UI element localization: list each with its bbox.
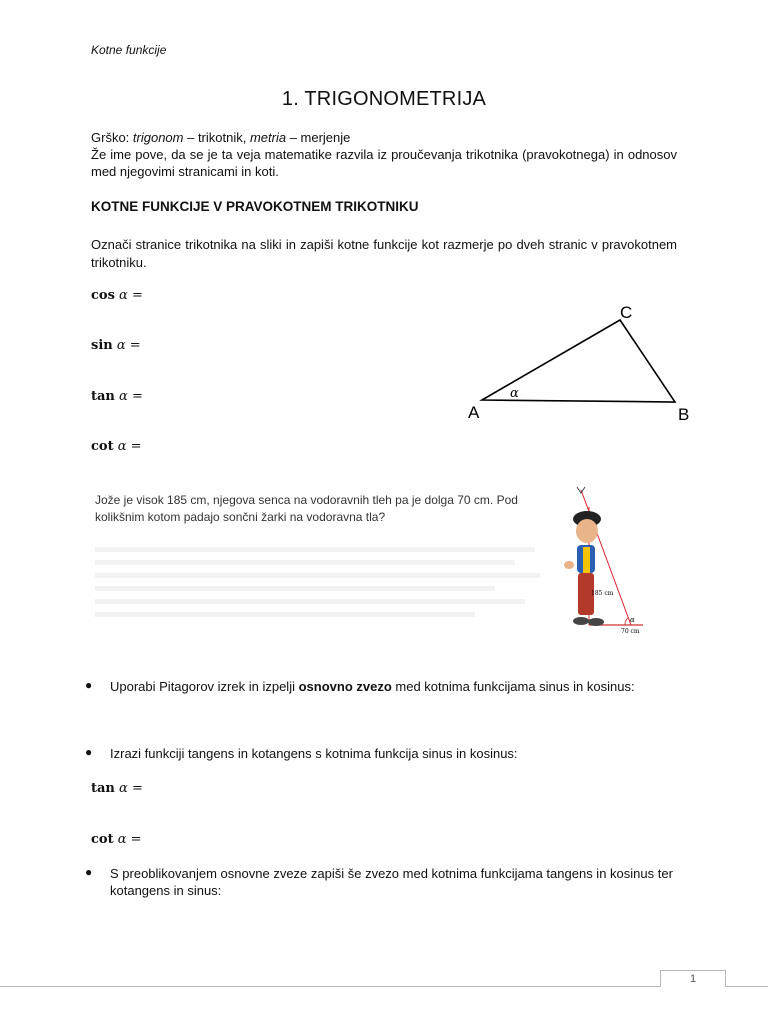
cartoon-man-figure	[563, 485, 655, 640]
formula-fn: cot	[91, 832, 114, 847]
instruction-text: Označi stranice trikotnika na sliki in zapiši kotne funkcije kot razmerje po dveh stranic v pravokotnem trikotniku.	[91, 237, 677, 270]
greek-origin-mid: – trikotnik,	[183, 130, 250, 145]
bullet-text	[110, 678, 675, 695]
formula-tan-2	[91, 781, 143, 796]
formula-op: =	[127, 389, 143, 404]
faded-text-line	[95, 547, 535, 552]
formula-fn: tan	[91, 781, 115, 796]
height-label: 185 cm	[591, 590, 614, 597]
term-metria: metria	[249, 130, 287, 145]
bullet-text-part: med kotnima funkcijama sinus in kosinus:	[391, 679, 635, 694]
bullet-text: Izrazi funkciji tangens in kotangens s kotnima funkcija sinus in kosinus:	[110, 746, 518, 761]
bullet-icon: ●	[85, 745, 93, 759]
shoe-right	[588, 618, 604, 626]
formula-fn: tan	[91, 389, 115, 404]
formula-var: α	[119, 288, 128, 303]
shoe-left	[573, 617, 589, 625]
formula-sin	[91, 338, 141, 353]
section-heading: KOTNE FUNKCIJE V PRAVOKOTNEM TRIKOTNIKU	[91, 199, 419, 214]
formula-op: =	[127, 288, 143, 303]
vest	[583, 547, 590, 573]
bullet-icon: ●	[85, 678, 93, 692]
head	[576, 519, 598, 543]
faded-text-line	[95, 573, 540, 578]
page-title: 1. TRIGONOMETRIJA	[281, 88, 487, 110]
list-item	[85, 745, 675, 762]
greek-origin-prefix: Grško:	[91, 130, 133, 145]
hand	[564, 561, 574, 569]
shadow-label: 70 cm	[621, 628, 640, 635]
intro-block	[91, 129, 677, 180]
formula-cot	[91, 439, 142, 454]
formula-var: α	[116, 338, 126, 353]
greek-origin-suffix: – merjenje	[286, 130, 351, 145]
formula-tan	[91, 389, 143, 404]
faded-text-line	[95, 599, 525, 604]
vertex-label-b: B	[678, 405, 690, 424]
formula-var: α	[119, 389, 128, 404]
bullet-text: S preoblikovanjem osnovne zveze zapiši še zvezo med kotnima funkcijama tangens in kosinus ter kotangens in sinus:	[110, 866, 673, 898]
formula-fn: cot	[91, 439, 114, 454]
formula-op: =	[127, 781, 143, 796]
formula-var: α	[117, 439, 127, 454]
formula-var: α	[119, 781, 128, 796]
formula-fn: cos	[91, 288, 115, 303]
running-header: Kotne funkcije	[91, 43, 167, 57]
bullet-bold-term: osnovno zvezo	[298, 679, 392, 694]
formula-fn: sin	[91, 338, 113, 353]
formula-cos	[91, 288, 143, 303]
intro-paragraph: Že ime pove, da se je ta veja matematike razvila iz proučevanja trikotnika (pravokotnega) in odnosov med njegovimi stranicami in koti.	[91, 147, 677, 179]
list-item	[85, 678, 675, 695]
angle-arc	[625, 618, 628, 625]
page-number: 1	[660, 970, 726, 987]
greek-origin-line	[91, 129, 677, 146]
problem-illustration	[95, 485, 655, 640]
list-item	[85, 865, 675, 899]
formula-op: =	[125, 338, 141, 353]
formula-cot-2	[91, 832, 142, 847]
footer-rule	[0, 986, 768, 987]
formula-var: α	[117, 832, 127, 847]
faded-text-line	[95, 612, 475, 617]
bullet-icon: ●	[85, 865, 93, 879]
bullet-text-part: Uporabi Pitagorov izrek in izpelji	[110, 679, 299, 694]
angle-alpha-label: α	[510, 386, 519, 401]
vertex-label-c: C	[620, 303, 633, 322]
formula-op: =	[126, 832, 142, 847]
formula-op: =	[126, 439, 142, 454]
faded-text-line	[95, 560, 515, 565]
illustration-angle-label: α	[630, 616, 635, 624]
vertex-label-a: A	[468, 403, 480, 422]
problem-text: Jože je visok 185 cm, njegova senca na vodoravnih tleh pa je dolga 70 cm. Pod kolikšnim kotom padajo sončni žarki na vodoravna tla?	[95, 493, 518, 524]
right-triangle-figure	[460, 300, 700, 430]
term-trigonom: trigonom	[132, 130, 184, 145]
faded-text-line	[95, 586, 495, 591]
